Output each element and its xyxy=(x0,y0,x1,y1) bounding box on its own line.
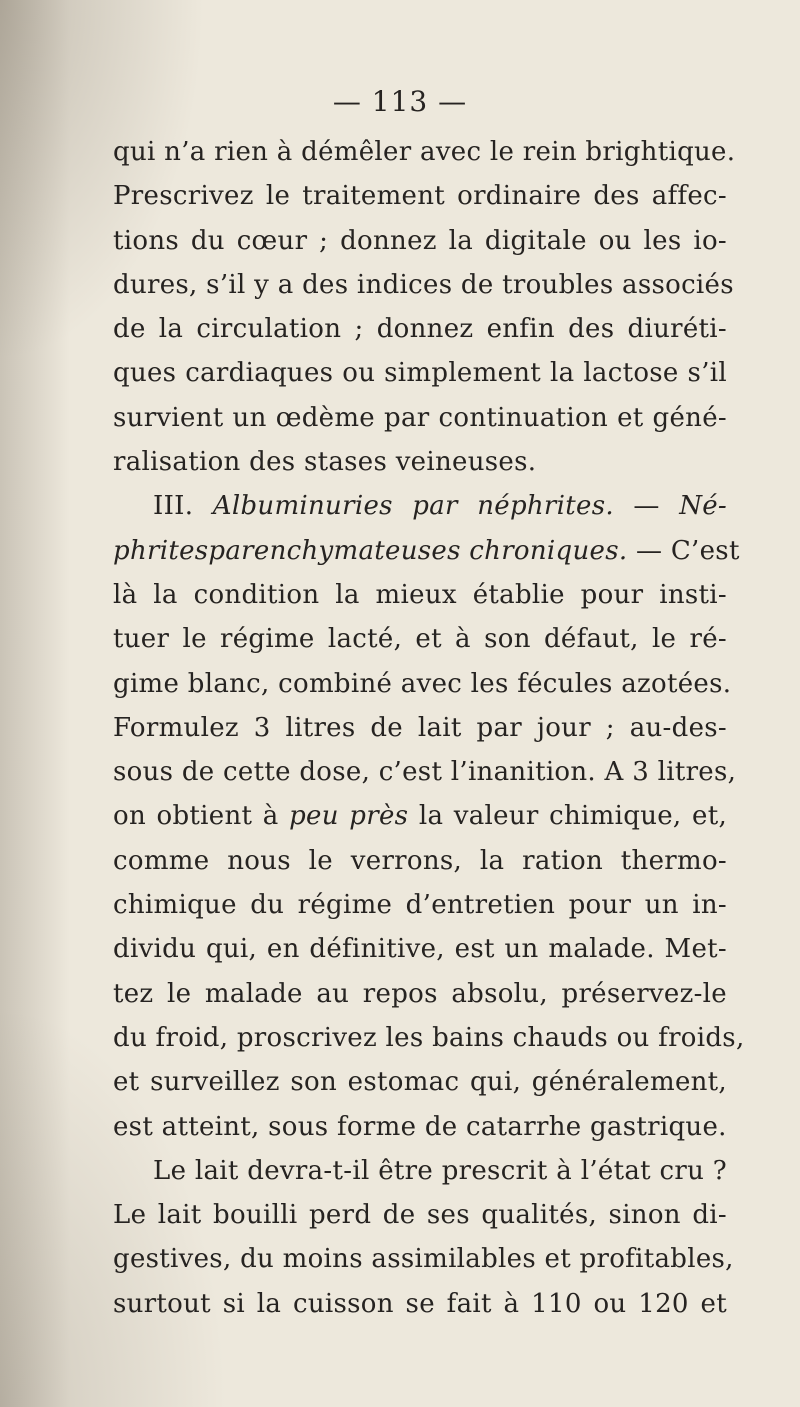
text-line: chimique du régime d’entretien pour un in- xyxy=(113,890,727,921)
body-text xyxy=(113,130,745,1326)
text-line: comme nous le verrons, la ration thermo- xyxy=(113,845,727,876)
text-line: est atteint, sous forme de catarrhe gastrique. xyxy=(113,1111,727,1142)
text-line: tions du cœur ; donnez la digitale ou les io- xyxy=(113,225,727,256)
text-line: ralisation des stases veineuses. xyxy=(113,447,537,478)
text-line xyxy=(113,794,727,838)
section-title: Albuminuries par néphrites. xyxy=(212,491,614,522)
text-fragment: on obtient à xyxy=(113,801,290,832)
page-number-header: — 113 — xyxy=(332,85,468,118)
text-line: sous de cette dose, c’est l’inanition. A 3 litres, xyxy=(113,757,737,788)
text-line: Formulez 3 litres de lait par jour ; au-des- xyxy=(113,712,727,743)
section-heading-line xyxy=(113,484,727,528)
text-line: et surveillez son estomac qui, généralement, xyxy=(113,1067,727,1098)
italic-phrase: peu près xyxy=(289,801,409,832)
text-line: Le lait devra-t-il être prescrit à l’état cru ? xyxy=(153,1155,727,1186)
text-line: tez le malade au repos absolu, préservez-le xyxy=(113,978,727,1009)
text-fragment: la valeur chimique, et, xyxy=(408,801,728,832)
text-line: du froid, proscrivez les bains chauds ou froids, xyxy=(113,1022,745,1053)
text-line: gestives, du moins assimilables et profitables, xyxy=(113,1244,734,1275)
section-number: III. xyxy=(153,491,213,522)
text-line: Prescrivez le traitement ordinaire des affec- xyxy=(113,181,727,212)
text-line: là la condition la mieux établie pour insti- xyxy=(113,579,727,610)
text-line: survient un œdème par continuation et géné- xyxy=(113,402,727,433)
text-line: dures, s’il y a des indices de troubles associés xyxy=(113,269,734,300)
text-line: ques cardiaques ou simplement la lactose s’il xyxy=(113,358,727,389)
subsection-heading-line xyxy=(113,529,740,573)
text-line: tuer le régime lacté, et à son défaut, le ré- xyxy=(113,624,727,655)
text-line: dividu qui, en définitive, est un malade. Met- xyxy=(113,934,727,965)
section-dash: — xyxy=(613,491,680,522)
text-line: qui n’a rien à démêler avec le rein brightique. xyxy=(113,137,736,167)
text-line: gime blanc, combiné avec les fécules azotées. xyxy=(113,668,732,699)
subsection-title-start: Né- xyxy=(679,491,728,522)
text-line: de la circulation ; donnez enfin des diuréti- xyxy=(113,314,727,345)
text-line: surtout si la cuisson se fait à 110 ou 120 et xyxy=(113,1288,727,1319)
subsection-title-end: phritesparenchymateuses chroniques. xyxy=(113,535,628,566)
text-line: Le lait bouilli perd de ses qualités, sinon di- xyxy=(113,1200,727,1231)
subsection-text: — C’est xyxy=(627,535,740,566)
